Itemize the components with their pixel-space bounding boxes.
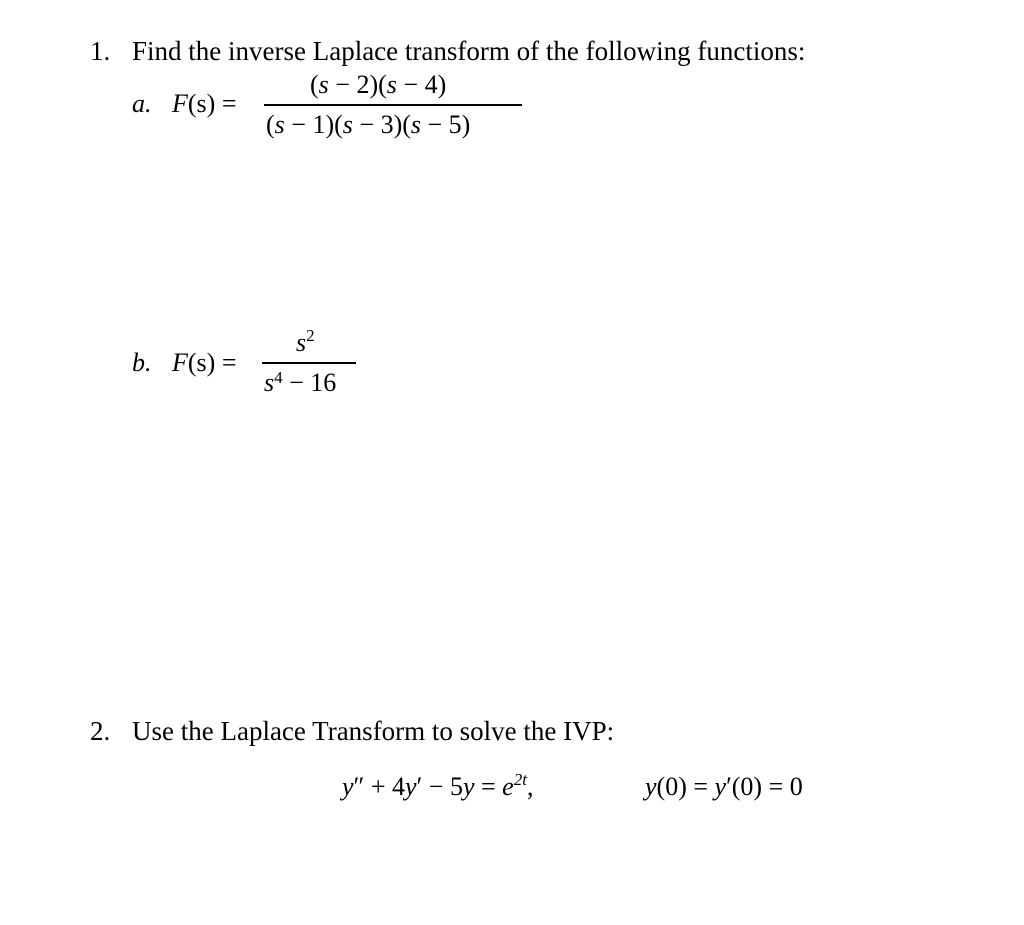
ivp-equation: $y'' + 4y' - 5y = e^{2t}$, <box>342 770 534 801</box>
equals-sign: = <box>221 348 237 377</box>
question-1-prompt: Find the inverse Laplace transform of the following functions: <box>132 36 806 66</box>
equals-sign: = <box>221 89 237 118</box>
initial-conditions: y(0) = y′(0) = 0 <box>645 772 803 801</box>
question-1-number: 1. <box>90 36 111 66</box>
function-argument: (s) <box>187 348 216 377</box>
part-a-lhs <box>172 89 237 119</box>
part-b-numerator: $s^2$ <box>296 326 315 357</box>
function-symbol: F <box>172 89 188 118</box>
part-b-lhs <box>172 348 237 378</box>
part-a-label: a. <box>132 89 152 118</box>
part-a-numerator: (s − 2)(s − 4) <box>310 70 447 99</box>
function-symbol: F <box>172 348 188 377</box>
part-a-fraction-bar <box>264 104 522 106</box>
question-2-number: 2. <box>90 716 111 746</box>
question-2-prompt: Use the Laplace Transform to solve the IVP: <box>132 716 615 746</box>
part-a-denominator: (s − 1)(s − 3)(s − 5) <box>266 110 471 139</box>
part-b-label: b. <box>132 348 152 377</box>
part-b-denominator: $s^4 - 16$ <box>264 368 337 397</box>
function-argument: (s) <box>187 89 216 118</box>
part-b-fraction-bar <box>262 362 356 364</box>
